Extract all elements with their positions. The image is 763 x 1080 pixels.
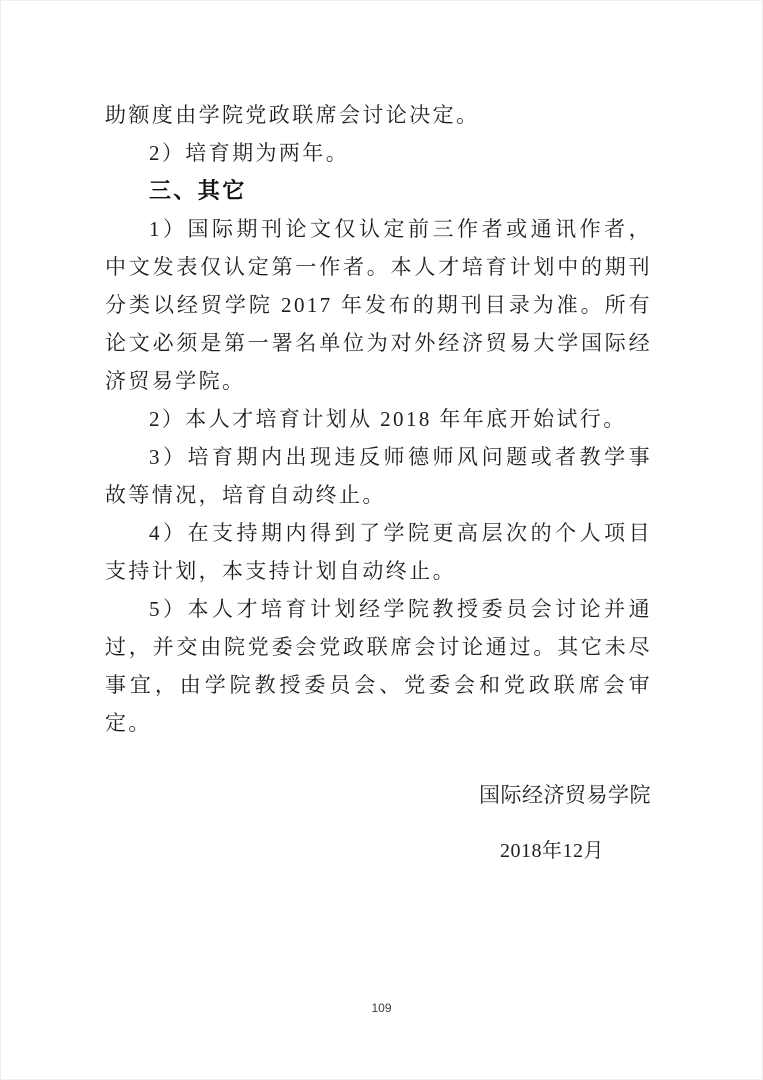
document-body [105,96,652,742]
section-heading: 三、其它 [149,178,247,203]
clause-5: 5）本人才培育计划经学院教授委员会讨论并通过，并交由院党委会党政联席会讨论通过。其它未尽事宜，由学院教授委员会、党委会和党政联席会审定。 [105,597,652,735]
page-number: 109 [371,1001,392,1015]
clause-2: 2）本人才培育计划从 2018 年年底开始试行。 [149,407,627,431]
clause-3: 3）培育期内出现违反师德师风问题或者教学事故等情况，培育自动终止。 [105,445,652,507]
clause-4: 4）在支持期内得到了学院更高层次的个人项目支持计划，本支持计划自动终止。 [105,521,652,583]
signature-date: 2018年12月 [500,840,604,862]
signature-organization: 国际经济贸易学院 [479,783,651,807]
clause-1: 1）国际期刊论文仅认定前三作者或通讯作者，中文发表仅认定第一作者。本人才培育计划中的期刊分类以经贸学院 2017 年发布的期刊目录为准。所有论文必须是第一署名单位为对外经济贸易大学国际经济贸易学院。 [105,217,652,393]
continuation-paragraph: 助额度由学院党政联席会讨论决定。 [105,103,480,127]
clause-cultivation-period: 2）培育期为两年。 [149,141,350,165]
